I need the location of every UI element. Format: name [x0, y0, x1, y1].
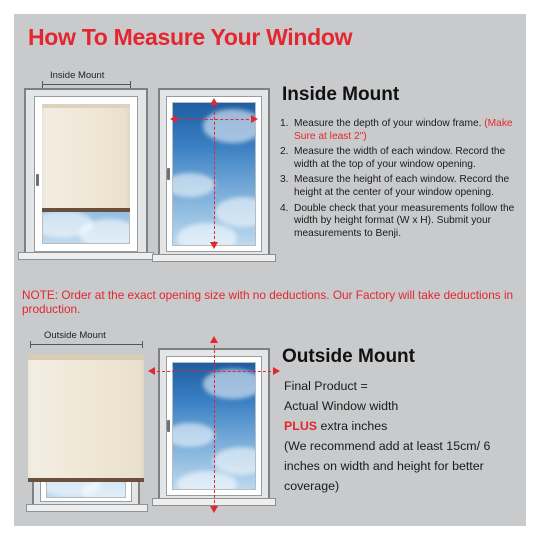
- plus-highlight: PLUS: [284, 419, 318, 433]
- shade-bottom-bar: [42, 208, 130, 212]
- inside-mount-heading: Inside Mount: [282, 84, 400, 105]
- list-item: [280, 203, 516, 241]
- outside-mount-measure-diagram: [158, 348, 270, 520]
- recommendation-text: (We recommend add at least 15cm/ 6 inches on width and height for better coverage): [284, 439, 491, 493]
- content-panel: [14, 14, 526, 526]
- window-sill: [152, 254, 276, 262]
- roller-shade: [28, 354, 144, 482]
- shade-headrail: [42, 104, 130, 108]
- outside-mount-shade-diagram: [22, 328, 152, 518]
- inside-mount-dimension-label: Inside Mount: [50, 70, 105, 81]
- outside-mount-description: [284, 376, 516, 496]
- step-number: 3.: [280, 174, 289, 186]
- arrowhead: [210, 98, 218, 105]
- arrowhead: [210, 506, 218, 513]
- outside-mount-heading: Outside Mount: [282, 346, 415, 367]
- inside-mount-shade-diagram: [22, 70, 152, 270]
- dimension-line: [42, 84, 130, 85]
- step-text: Double check that your measurements follow the width by height format (W x H). Submit your measurements to Benji.: [294, 202, 515, 239]
- outside-mount-dimension-label: Outside Mount: [44, 330, 106, 341]
- dimension-tick: [130, 81, 131, 88]
- shade-headrail: [28, 354, 144, 360]
- arrowhead: [251, 115, 258, 123]
- dimension-tick: [42, 81, 43, 88]
- step-number: 1.: [280, 118, 289, 129]
- arrowhead: [210, 336, 218, 343]
- note-text: NOTE: Order at the exact opening size with no deductions. Our Factory will take deductions in production.: [22, 288, 514, 316]
- step-number: 2.: [280, 146, 289, 158]
- step-highlight: (Make Sure at least 2"): [294, 118, 513, 142]
- arrowhead: [210, 242, 218, 249]
- window-handle: [167, 168, 170, 180]
- shade-bottom-bar: [28, 478, 144, 482]
- page-title: How To Measure Your Window: [28, 24, 353, 50]
- arrowhead: [273, 367, 280, 375]
- step-text: Measure the width of each window. Record the width at the top of your window opening.: [294, 146, 506, 170]
- step-number: 4.: [280, 202, 289, 214]
- window-sill: [18, 252, 154, 260]
- window-width-line: Actual Window width: [284, 399, 399, 413]
- arrowhead: [170, 115, 177, 123]
- final-product-line: Final Product =: [284, 379, 368, 393]
- window-handle: [167, 420, 170, 432]
- height-measure-arrow: [214, 102, 215, 244]
- dimension-tick: [30, 341, 31, 348]
- roller-shade: [42, 104, 130, 212]
- extra-inches-text: extra inches: [317, 419, 388, 433]
- window-handle: [36, 174, 39, 186]
- list-item: [280, 174, 516, 199]
- dimension-tick: [142, 341, 143, 348]
- list-item: [280, 118, 516, 143]
- step-text: Measure the depth of your window frame.: [294, 118, 482, 129]
- plus-line: [284, 416, 516, 436]
- arrowhead: [148, 367, 155, 375]
- inside-mount-measure-diagram: [158, 88, 270, 274]
- step-text: Measure the height of each window. Record the height at the center of your window opening.: [294, 174, 510, 198]
- window-sill: [26, 504, 148, 512]
- list-item: [280, 146, 516, 171]
- height-measure-arrow: [214, 340, 215, 508]
- dimension-line: [30, 344, 142, 345]
- inside-mount-steps: [280, 118, 516, 243]
